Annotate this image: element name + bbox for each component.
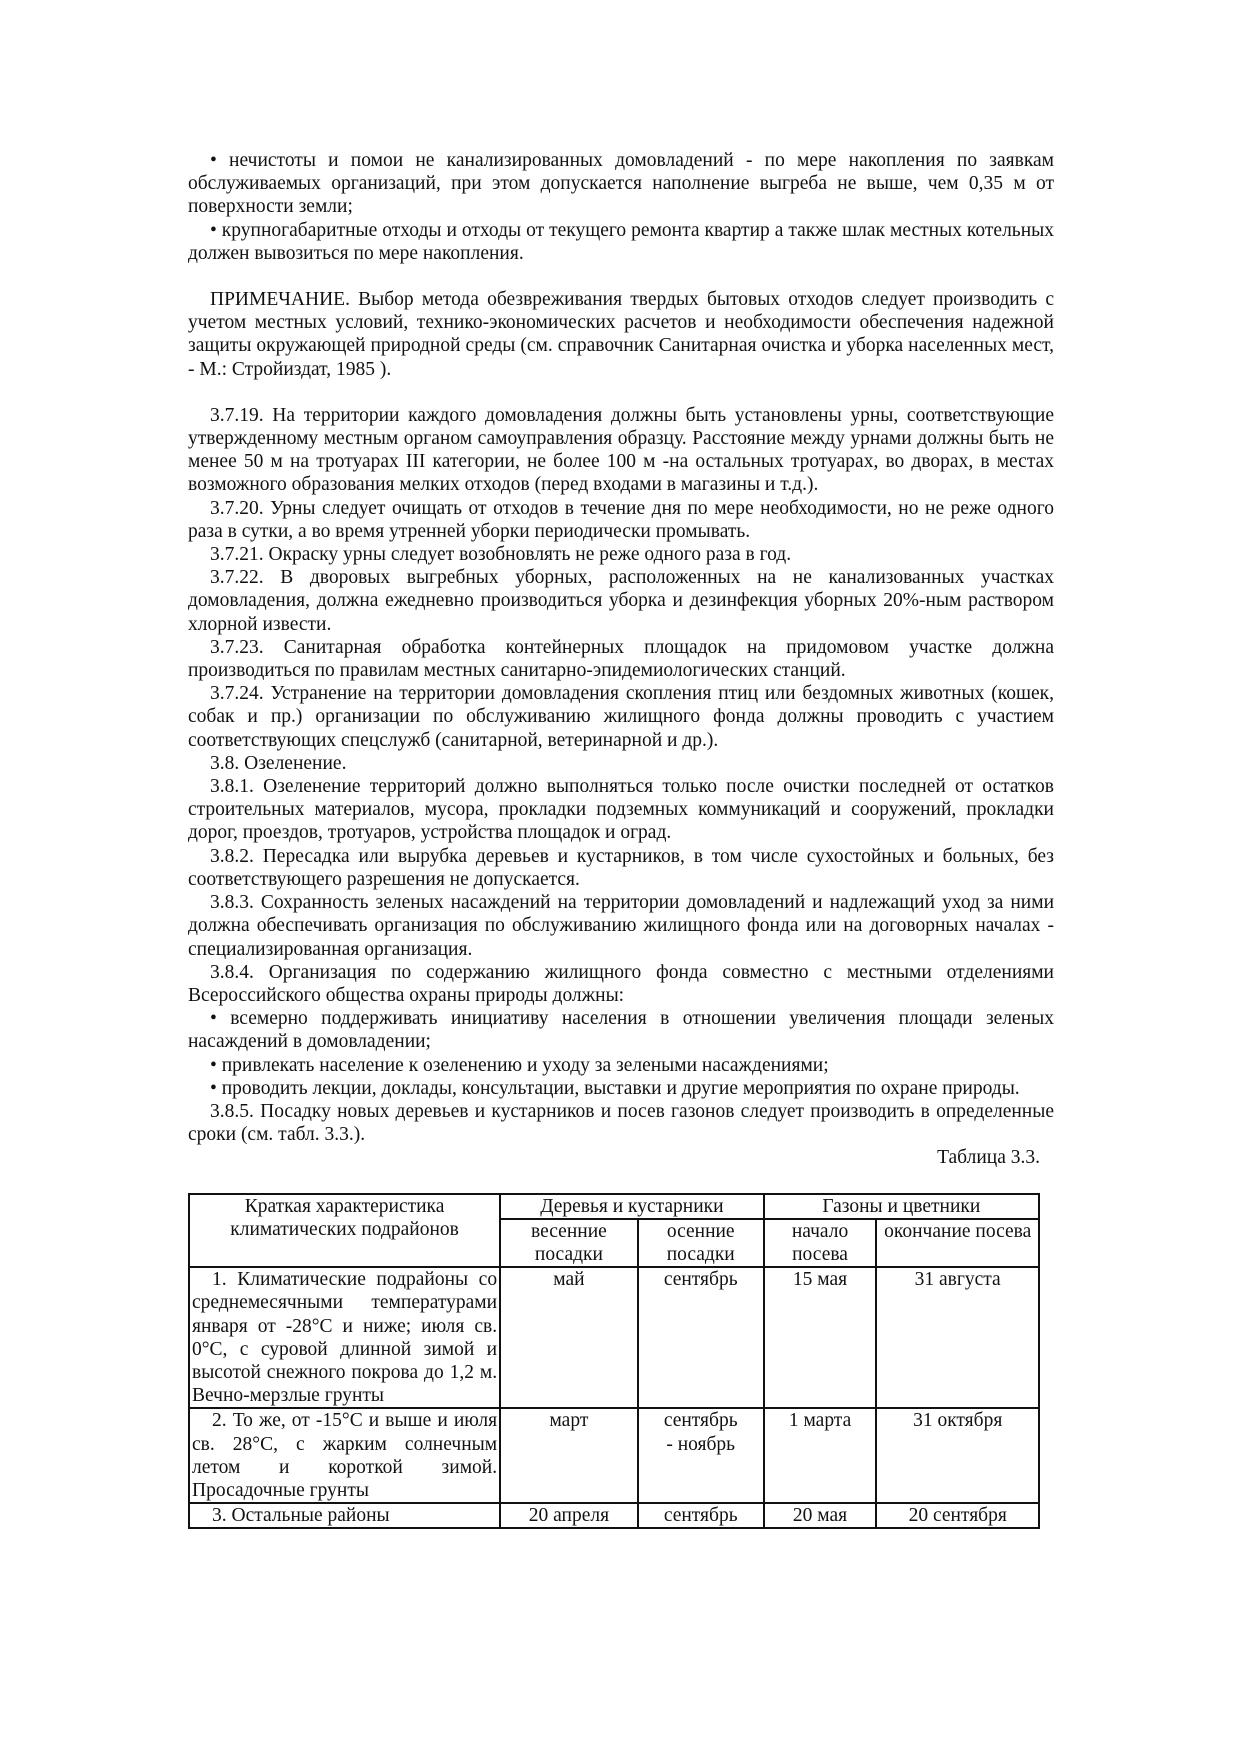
- bullet-bulky-waste: • крупногабаритные отходы и отходы от текущего ремонта квартир а также шлак местных котельных должен вывозиться по мере накопления.: [188, 219, 1054, 264]
- cell-autumn: сентябрь - ноябрь: [638, 1408, 764, 1503]
- bullet-sewage: • нечистоты и помои не канализированных домовладений - по мере накопления по заявкам обслуживаемых организаций, при этом допускается наполнение выгреба не выше, чем 0,35 м от поверхности земли;: [188, 150, 1054, 218]
- clause-3-8-4: 3.8.4. Организация по содержанию жилищного фонда совместно с местными отделениями Всероссийского общества охраны природы должны:: [188, 961, 1054, 1006]
- table-row: [189, 1503, 1039, 1528]
- table-row: [189, 1408, 1039, 1503]
- row-description: 2. То же, от -15°С и выше и июля св. 28°С, с жарким солнечным летом и короткой зимой. Просадочные грунты: [189, 1408, 500, 1503]
- header-sowing-start: начало посева: [764, 1219, 877, 1267]
- cell-sowing-end: 31 октября: [876, 1408, 1039, 1503]
- header-autumn-planting: осенние посадки: [638, 1219, 764, 1267]
- cell-sowing-end: 20 сентября: [876, 1503, 1039, 1528]
- cell-sowing-start: 1 марта: [764, 1408, 877, 1503]
- clause-3-8-5: 3.8.5. Посадку новых деревьев и кустарников и посев газонов следует производить в определенные сроки (см. табл. 3.3.).: [188, 1100, 1054, 1146]
- cell-spring: 20 апреля: [500, 1503, 638, 1528]
- document-page: [188, 149, 1054, 1529]
- spacer: [188, 265, 1054, 288]
- bullet-lectures: • проводить лекции, доклады, консультации, выставки и другие мероприятия по охране природы.: [210, 1077, 1020, 1099]
- section-heading-3-8: 3.8. Озеленение.: [210, 752, 347, 774]
- clause-3-7-19: 3.7.19. На территории каждого домовладения должны быть установлены урны, соответствующие утвержденному местным органом самоуправления образцу. Расстояние между урнами должны быть не менее 50 м на тротуарах III категории, не более 100 м -на остальных тротуарах, во дворах, в местах возможного образования мелких отходов (перед входами в магазины и т.д.).: [188, 404, 1054, 496]
- bullet-involve-population: • привлекать население к озеленению и уходу за зелеными насаждениями;: [210, 1054, 829, 1076]
- bullet-support-initiative: • всемерно поддерживать инициативу населения в отношении увеличения площади зеленых насаждений в домовладении;: [188, 1008, 1054, 1053]
- header-lawns-flowerbeds: Газоны и цветники: [764, 1194, 1039, 1219]
- cell-autumn: сентябрь: [638, 1503, 764, 1528]
- table-row: [189, 1267, 1039, 1408]
- header-spring-planting: весенние посадки: [500, 1219, 638, 1267]
- clause-3-8-3: 3.8.3. Сохранность зеленых насаждений на территории домовладений и надлежащий уход за ними должна обеспечивать организация по обслуживанию жилищного фонда или на договорных началах - специализированная организация.: [188, 892, 1054, 960]
- clause-3-7-20: 3.7.20. Урны следует очищать от отходов в течение дня по мере необходимости, но не реже одного раза в сутки, а во время утренней уборки периодически промывать.: [188, 497, 1054, 542]
- row-description: 3. Остальные районы: [189, 1503, 500, 1528]
- table-header-row: [189, 1194, 1039, 1219]
- cell-spring: март: [500, 1408, 638, 1503]
- cell-sowing-start: 20 мая: [764, 1503, 877, 1528]
- header-climate-subregions: Краткая характеристика климатических подрайонов: [189, 1194, 500, 1268]
- clause-3-8-1: 3.8.1. Озеленение территорий должно выполняться только после очистки последней от остатков строительных материалов, мусора, прокладки подземных коммуникаций и сооружений, прокладки дорог, проездов, тротуаров, устройства площадок и оград.: [188, 776, 1054, 844]
- clause-3-7-22: 3.7.22. В дворовых выгребных уборных, расположенных на не канализованных участках домовладения, должна ежедневно производиться уборка и дезинфекция уборных 20%-ным раствором хлорной извести.: [188, 567, 1054, 635]
- header-trees-shrubs: Деревья и кустарники: [500, 1194, 764, 1219]
- spacer: [188, 381, 1054, 404]
- clause-3-7-23: 3.7.23. Санитарная обработка контейнерных площадок на придомовом участке должна производиться по правилам местных санитарно-эпидемиологических станций.: [188, 636, 1054, 682]
- table-caption: Таблица 3.3.: [937, 1147, 1040, 1169]
- clause-3-7-24: 3.7.24. Устранение на территории домовладения скопления птиц или бездомных животных (кошек, собак и пр.) организации по обслуживанию жилищного фонда должны проводить с участием соответствующих спецслужб (санитарной, ветеринарной и др.).: [188, 683, 1054, 751]
- cell-spring: май: [500, 1267, 638, 1408]
- row-description: 1. Климатические подрайоны со среднемесячными температурами января от -28°С и ниже; июля св. 0°С, с суровой длинной зимой и высотой снежного покрова до 1,2 м. Вечно-мерзлые грунты: [189, 1267, 500, 1408]
- clause-3-8-2: 3.8.2. Пересадка или вырубка деревьев и кустарников, в том числе сухостойных и больных, без соответствующего разрешения не допускается.: [188, 845, 1054, 890]
- cell-sowing-end: 31 августа: [876, 1267, 1039, 1408]
- cell-autumn: сентябрь: [638, 1267, 764, 1408]
- clause-3-7-21: 3.7.21. Окраску урны следует возобновлять не реже одного раза в год.: [210, 544, 792, 566]
- cell-sowing-start: 15 мая: [764, 1267, 877, 1408]
- planting-schedule-table: [188, 1193, 1040, 1530]
- note-paragraph: ПРИМЕЧАНИЕ. Выбор метода обезвреживания твердых бытовых отходов следует производить с учетом местных условий, технико-экономических расчетов и необходимости обеспечения надежной защиты окружающей природной среды (см. справочник Санитарная очистка и уборка населенных мест, - М.: Стройиздат, 1985 ).: [188, 289, 1054, 380]
- header-sowing-end: окончание посева: [876, 1219, 1039, 1267]
